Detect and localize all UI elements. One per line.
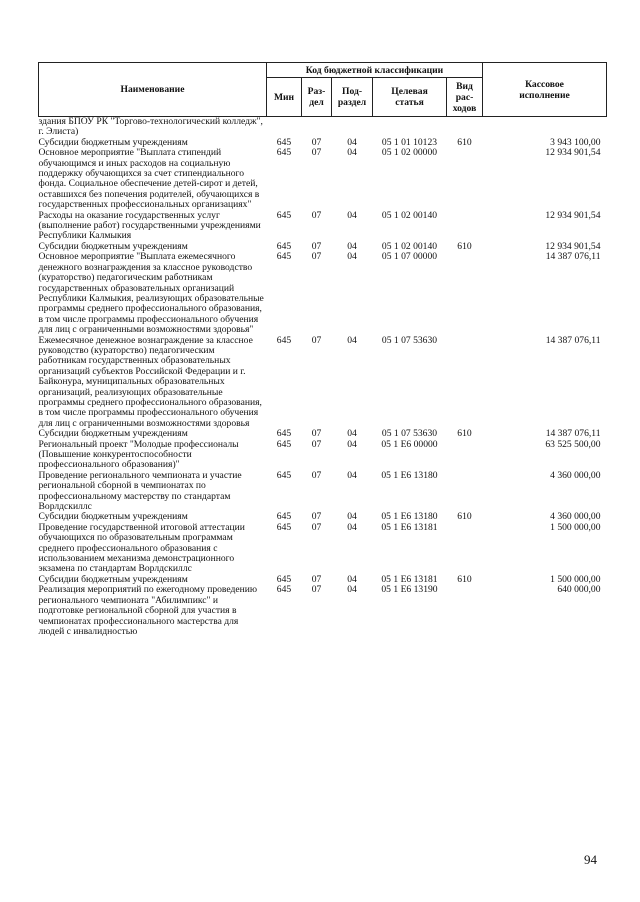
cell-podrazdel: 04	[347, 573, 357, 585]
table-row	[39, 336, 607, 430]
header-amount-label: Кассовое исполнение	[519, 78, 570, 101]
cell-podrazdel	[332, 117, 373, 138]
cell-min: 645	[276, 147, 292, 159]
header-razdel	[302, 78, 332, 117]
cell-min: 645	[276, 428, 292, 440]
header-name: Наименование	[39, 63, 267, 117]
header-target-label: Целевая статья	[391, 86, 428, 108]
cell-podrazdel: 04	[347, 136, 357, 148]
cell-razdel: 07	[311, 584, 322, 596]
budget-table	[38, 62, 607, 637]
cell-min: 645	[276, 469, 292, 481]
cell-podrazdel: 04	[347, 147, 357, 159]
page-number: 94	[584, 852, 597, 867]
cell-razdel: 07	[311, 209, 322, 221]
cell-min: 645	[276, 136, 292, 148]
cell-amount: 1 500 000,00	[550, 521, 601, 533]
header-podrazdel-label: Под- раздел	[337, 86, 367, 108]
table-row	[39, 117, 607, 138]
cell-amount: 12 934 901,54	[545, 147, 601, 159]
cell-min: 645	[276, 438, 292, 450]
cell-vid	[447, 148, 483, 210]
cell-vid	[447, 336, 483, 430]
cell-name: Субсидии бюджетным учреждениям	[38, 428, 188, 440]
cell-amount: 12 934 901,54	[545, 240, 601, 252]
cell-vid	[447, 440, 483, 471]
cell-name: Региональный проект "Молодые профессионалы (Повышение конкурентоспособности профессионального образования)"	[38, 438, 239, 471]
cell-podrazdel: 04	[347, 438, 357, 450]
cell-razdel: 07	[311, 573, 322, 585]
cell-name: Субсидии бюджетным учреждениям	[38, 573, 188, 585]
table-row	[39, 211, 607, 242]
cell-name: Основное мероприятие "Выплата ежемесячного денежного вознаграждения за классное руководство (кураторство) педагогическим работникам государственных образовательных организаций Республики Калмыкия, реализующих образовательные программы среднего профессионального образования, в том числе программы профессионального обучения для лиц с ограниченными возможностями здоровья"	[38, 251, 264, 336]
cell-target: 05 1 E6 13190	[381, 584, 438, 596]
cell-amount: 4 360 000,00	[550, 511, 601, 523]
cell-podrazdel: 04	[347, 469, 357, 481]
cell-razdel	[302, 117, 332, 138]
table-row	[39, 585, 607, 637]
table-body	[39, 117, 607, 638]
cell-razdel: 07	[311, 428, 322, 440]
cell-razdel: 07	[311, 251, 322, 263]
table-row	[39, 148, 607, 210]
cell-razdel: 07	[311, 334, 322, 346]
cell-target: 05 1 E6 13181	[381, 521, 438, 533]
cell-vid	[447, 117, 483, 138]
cell-amount: 14 387 076,11	[545, 251, 601, 263]
cell-razdel: 07	[311, 521, 322, 533]
cell-vid	[447, 585, 483, 637]
cell-vid: 610	[457, 240, 472, 252]
cell-name: Субсидии бюджетным учреждениям	[38, 240, 188, 252]
cell-amount: 63 525 500,00	[545, 438, 601, 450]
cell-amount	[483, 117, 607, 138]
header-budget-code-group: Код бюджетной классификации	[267, 63, 483, 78]
cell-vid: 610	[457, 573, 472, 585]
table-header	[39, 63, 607, 117]
cell-vid	[447, 211, 483, 242]
cell-amount: 3 943 100,00	[550, 136, 601, 148]
header-min: Мин	[267, 78, 302, 117]
cell-amount: 4 360 000,00	[550, 469, 601, 481]
cell-vid	[447, 523, 483, 575]
header-target	[373, 78, 447, 117]
cell-vid	[447, 471, 483, 513]
cell-podrazdel: 04	[347, 240, 357, 252]
cell-vid: 610	[457, 428, 472, 440]
cell-name: Основное мероприятие "Выплата стипендий обучающимся и иных расходов на социальную поддержку обучающихся за счет стипендиального фонда. Социальное обеспечение детей-сирот и детей, оставшихся без попечения родителей, обучающихся в государственных профессиональных организациях"	[38, 147, 260, 211]
cell-min: 645	[276, 573, 292, 585]
cell-vid: 610	[457, 511, 472, 523]
cell-target: 05 1 02 00000	[381, 147, 438, 159]
cell-target: 05 1 07 00000	[381, 251, 438, 263]
cell-name: Проведение регионального чемпионата и участие региональной сборной в чемпионатах по профессиональному мастерству по стандартам Ворлдскиллс	[38, 469, 242, 513]
cell-min: 645	[276, 334, 292, 346]
cell-podrazdel: 04	[347, 521, 357, 533]
cell-podrazdel: 04	[347, 428, 357, 440]
cell-razdel: 07	[311, 469, 322, 481]
cell-target: 05 1 02 00140	[381, 240, 438, 252]
cell-podrazdel: 04	[347, 209, 357, 221]
table-row	[39, 440, 607, 471]
cell-target: 05 1 E6 13180	[381, 511, 438, 523]
cell-name: здания БПОУ РК "Торгово-технологический колледж", г. Элиста)	[38, 116, 263, 138]
cell-razdel: 07	[311, 438, 322, 450]
cell-min: 645	[276, 251, 292, 263]
cell-amount: 640 000,00	[557, 584, 601, 596]
cell-podrazdel: 04	[347, 511, 357, 523]
header-podrazdel	[332, 78, 373, 117]
cell-vid: 610	[457, 136, 472, 148]
cell-name: Субсидии бюджетным учреждениям	[38, 136, 188, 148]
cell-target: 05 1 07 53630	[381, 334, 438, 346]
cell-amount: 14 387 076,11	[545, 334, 601, 346]
header-vid	[447, 78, 483, 117]
header-amount	[483, 63, 607, 117]
cell-name: Ежемесячное денежное вознаграждение за классное руководство (кураторство) педагогическим работникам государственных образовательных организаций субъектов Российской Федерации и г. Байконура, муниципальных образовательных организаций, реализующих образовательные программы среднего профессионального образования, в том числе программы профессионального обучения для лиц с ограниченными возможностями здоровья	[38, 334, 262, 429]
header-vid-label: Вид рас- ходов	[452, 80, 477, 114]
cell-razdel: 07	[311, 147, 322, 159]
cell-vid	[447, 252, 483, 335]
cell-razdel: 07	[311, 136, 322, 148]
cell-name: Реализация мероприятий по ежегодному проведению регионального чемпионата "Абилимпикс" и подготовке региональной сборной для участия в чемпионатах профессионального мастерства для людей с инвалидностью	[38, 584, 258, 637]
header-razdel-label: Раз- дел	[307, 86, 326, 108]
cell-name: Расходы на оказание государственных услуг (выполнение работ) государственными учреждениями Республики Калмыкия	[38, 209, 261, 242]
cell-razdel: 07	[311, 240, 322, 252]
cell-min	[267, 117, 302, 138]
cell-min: 645	[276, 511, 292, 523]
table-row	[39, 523, 607, 575]
cell-amount: 1 500 000,00	[550, 573, 601, 585]
cell-target: 05 1 E6 13181	[381, 573, 438, 585]
cell-min: 645	[276, 240, 292, 252]
cell-podrazdel: 04	[347, 334, 357, 346]
cell-min: 645	[276, 584, 292, 596]
cell-name: Проведение государственной итоговой аттестации обучающихся по образовательным программам среднего профессионального образования с использованием механизма демонстрационного экзамена по стандартам Ворлдскиллс	[38, 521, 245, 575]
cell-target: 05 1 02 00140	[381, 209, 438, 221]
cell-name: Субсидии бюджетным учреждениям	[38, 511, 188, 523]
cell-podrazdel: 04	[347, 584, 357, 596]
cell-target: 05 1 E6 00000	[381, 438, 438, 450]
cell-target: 05 1 E6 13180	[381, 469, 438, 481]
cell-target	[373, 117, 447, 138]
table-row	[39, 252, 607, 335]
cell-podrazdel: 04	[347, 251, 357, 263]
cell-target: 05 1 01 10123	[381, 136, 438, 148]
cell-min: 645	[276, 209, 292, 221]
table-row	[39, 471, 607, 513]
cell-amount: 14 387 076,11	[545, 428, 601, 440]
cell-min: 645	[276, 521, 292, 533]
cell-amount: 12 934 901,54	[545, 209, 601, 221]
cell-target: 05 1 07 53630	[381, 428, 438, 440]
cell-razdel: 07	[311, 511, 322, 523]
